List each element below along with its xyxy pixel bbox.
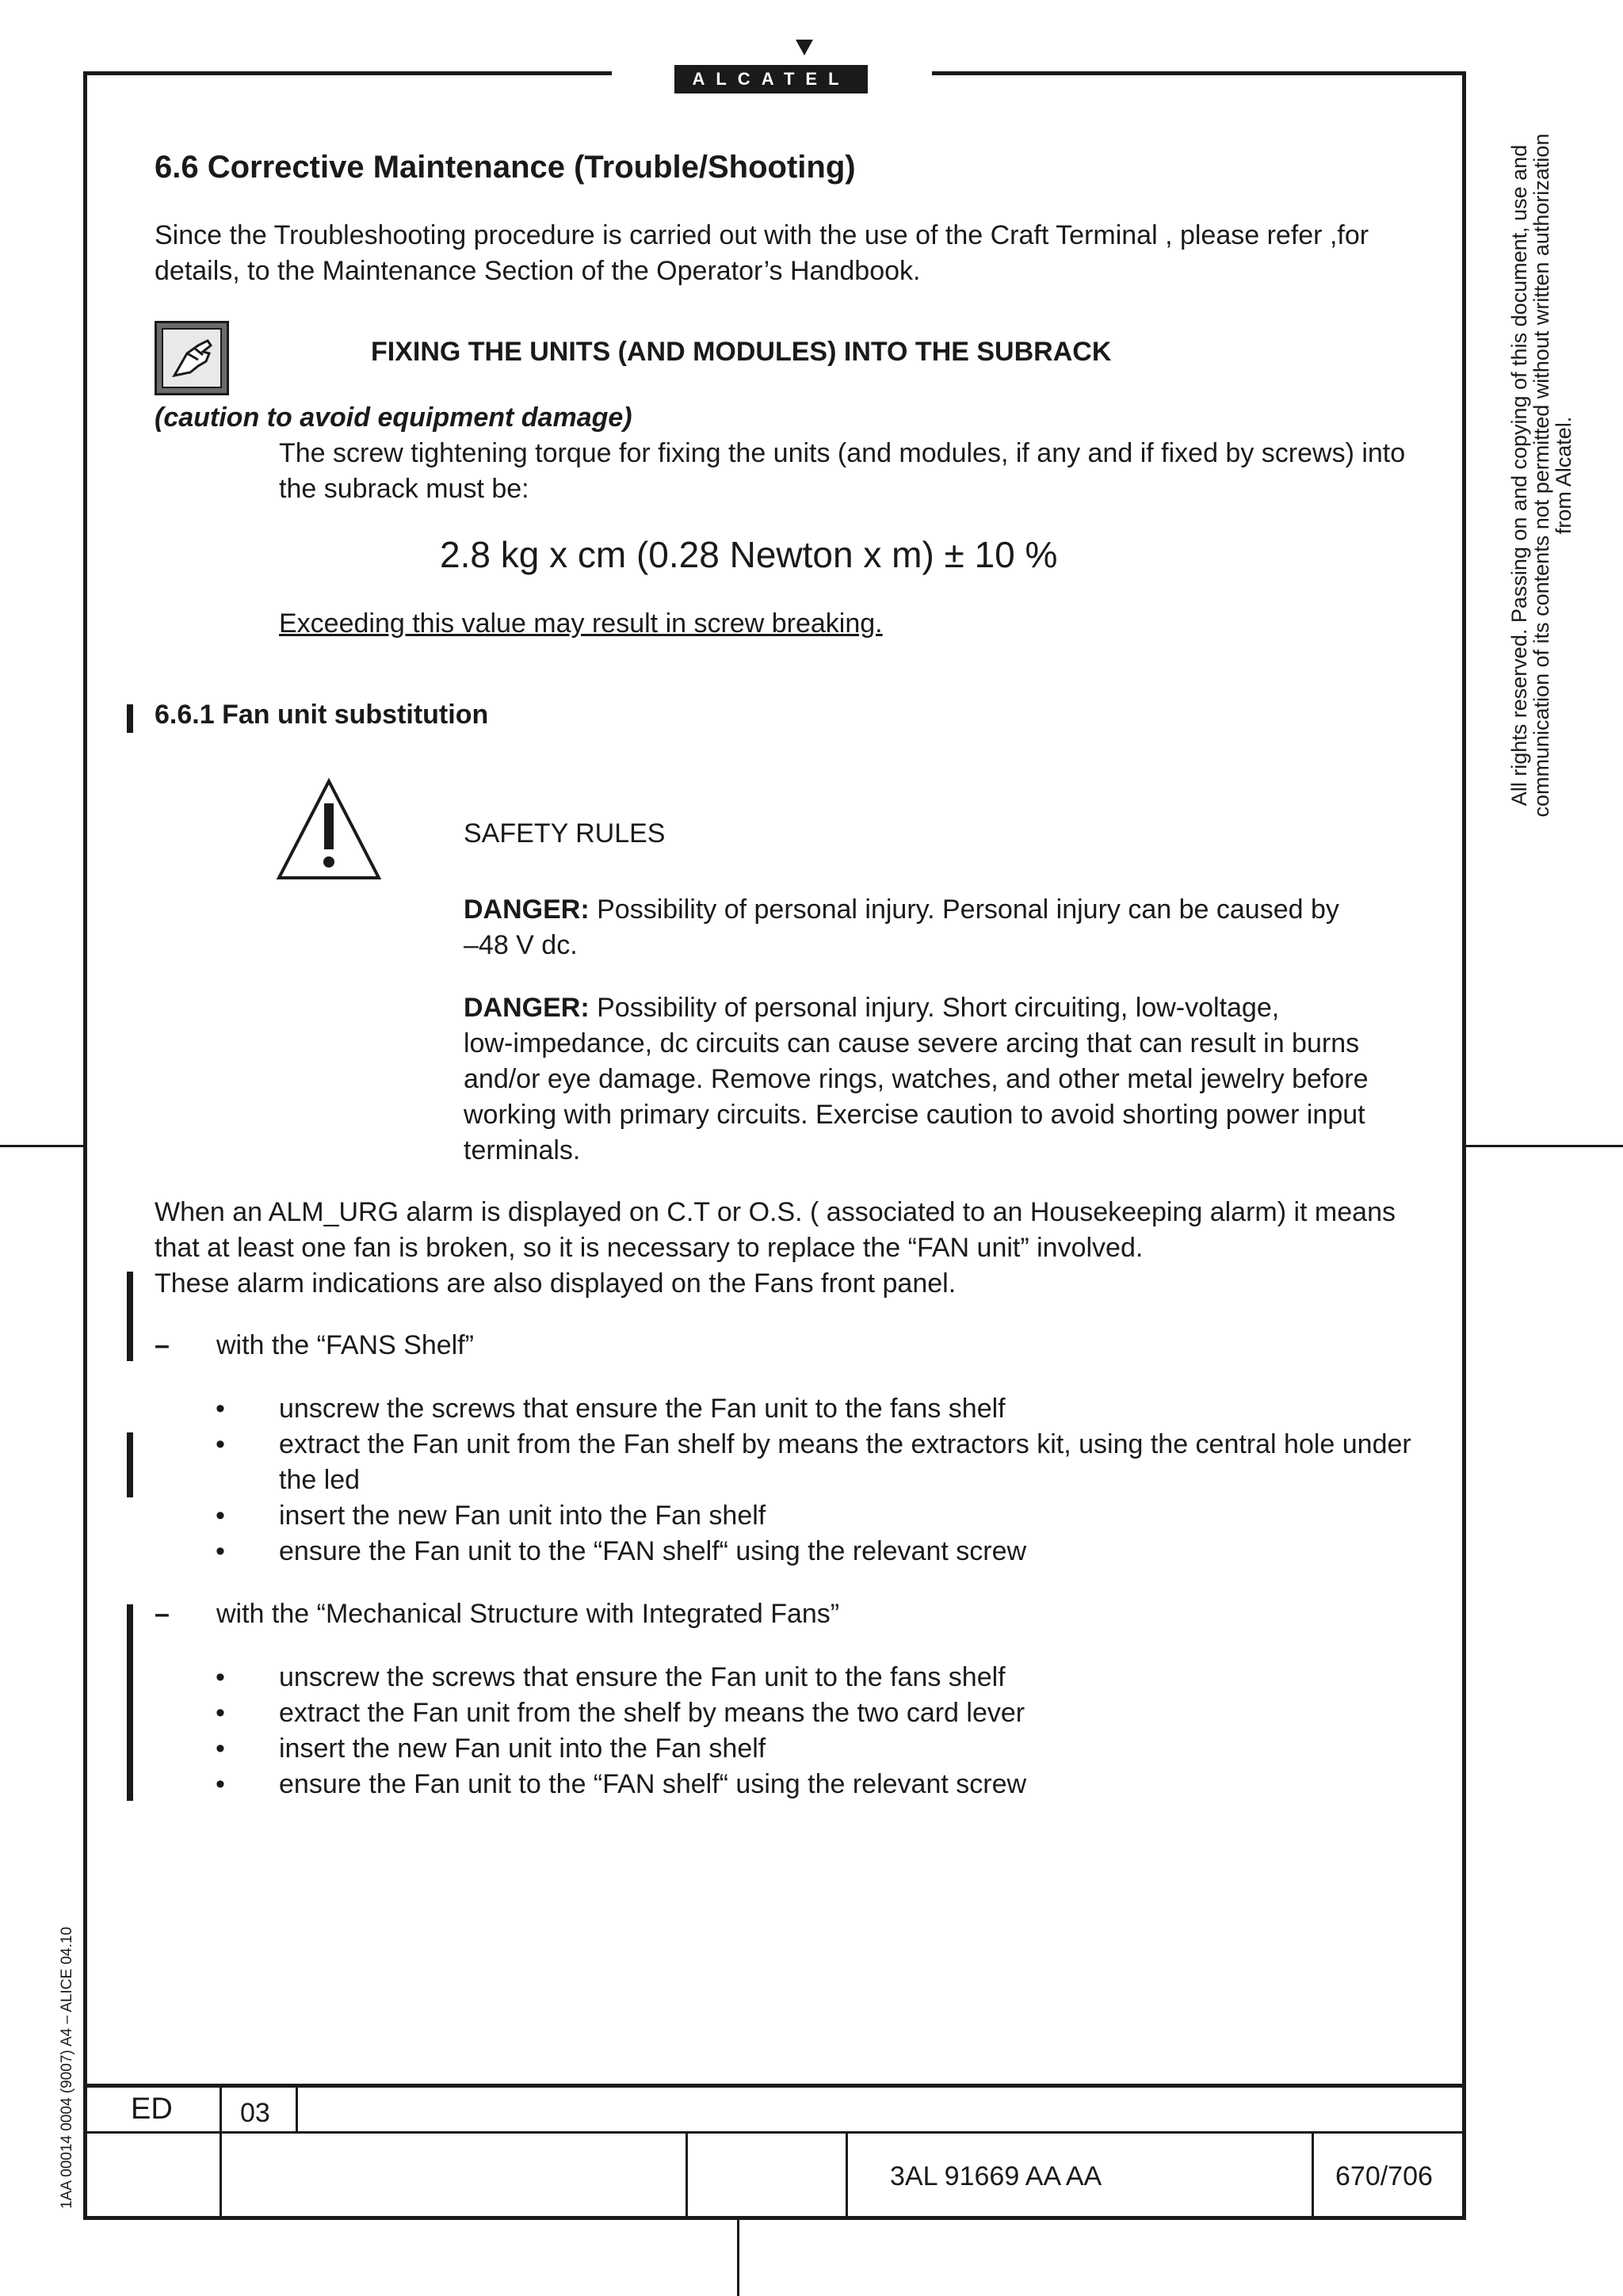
frame-top-right [932,71,1466,75]
margin-tick-right [1466,1145,1623,1147]
footer-rule-top [83,2084,1466,2088]
change-bar [127,704,133,733]
bullet: • [216,1429,225,1459]
footer-divider [1312,2131,1314,2218]
footer-doc-code: 3AL 91669 AA AA [890,2161,1102,2191]
footer-rule-middle [83,2131,1466,2134]
footer-ed-value: 03 [240,2098,270,2128]
footer-divider [220,2084,222,2218]
case-1-step-2: extract the Fan unit from the Fan shelf by means the extractors kit, using the central hole under [279,1429,1411,1459]
case-2-step-4: ensure the Fan unit to the “FAN shelf“ using the relevant screw [279,1769,1027,1799]
danger-label: DANGER: [464,993,590,1023]
danger-1-line-2: –48 V dc. [464,930,578,960]
danger-2-line-5: terminals. [464,1135,581,1165]
margin-tick-bottom [737,2220,739,2296]
frame-left [83,71,87,2220]
change-bar [127,1272,133,1361]
footer-divider [846,2131,848,2218]
danger-2-text: Possibility of personal injury. Short circuiting, low-voltage, [589,993,1280,1023]
danger-label: DANGER: [464,894,590,925]
caution-text-1: The screw tightening torque for fixing the units (and modules, if any and if fixed by screws) into [279,438,1406,468]
case-1-step-1: unscrew the screws that ensure the Fan unit to the fans shelf [279,1394,1006,1424]
bullet: • [216,1698,225,1728]
case-2-step-3: insert the new Fan unit into the Fan shelf [279,1733,766,1764]
case-1-dash: – [155,1330,170,1360]
caution-heading: FIXING THE UNITS (AND MODULES) INTO THE SUBRACK [371,337,1112,367]
bullet: • [216,1394,225,1424]
rights-notice [1506,127,1577,824]
danger-2-line-3: and/or eye damage. Remove rings, watches, and other metal jewelry before [464,1064,1369,1094]
danger-2-line-1 [464,990,1279,1026]
footer-page-number: 670/706 [1335,2161,1433,2191]
bullet: • [216,1733,225,1764]
caution-text-2: the subrack must be: [279,474,529,504]
margin-tick-left [0,1145,83,1147]
danger-2-line-4: working with primary circuits. Exercise caution to avoid shorting power input [464,1100,1365,1130]
alcatel-logo: ALCATEL [674,65,868,93]
change-bar [127,1432,133,1497]
change-bar [127,1604,133,1801]
alarm-line-3: These alarm indications are also displayed on the Fans front panel. [155,1268,957,1299]
hand-caution-icon [155,321,229,395]
case-2-title: with the “Mechanical Structure with Integrated Fans” [216,1599,840,1629]
footer-ed-label: ED [131,2092,173,2126]
case-2-step-1: unscrew the screws that ensure the Fan unit to the fans shelf [279,1662,1006,1692]
warning-triangle-icon [276,776,382,883]
torque-value: 2.8 kg x cm (0.28 Newton x m) ± 10 % [440,534,1058,575]
alarm-line-2: that at least one fan is broken, so it is necessary to replace the “FAN unit” involved. [155,1233,1144,1263]
danger-1-text: Possibility of personal injury. Personal injury can be caused by [589,894,1339,925]
rights-notice-text: All rights reserved. Passing on and copying of this document, use and communication of its contents not permitted without written authorization from Alcatel. [1507,133,1575,818]
form-code-text: 1AA 00014 0004 (9007) A4 – ALICE 04.10 [59,1927,75,2210]
logo-triangle-icon [796,40,813,55]
footer-divider [296,2085,298,2133]
intro-line-1: Since the Troubleshooting procedure is carried out with the use of the Craft Terminal , please refer ,for [155,220,1369,250]
case-1-step-4: ensure the Fan unit to the “FAN shelf“ using the relevant screw [279,1536,1027,1566]
case-2-dash: – [155,1599,170,1629]
form-code [55,1917,79,2218]
bullet: • [216,1662,225,1692]
caution-note: Exceeding this value may result in screw breaking. [279,608,883,639]
bullet: • [216,1769,225,1799]
danger-1-line-1 [464,892,1339,928]
section-title: 6.6 Corrective Maintenance (Trouble/Shooting) [155,150,856,185]
safety-title: SAFETY RULES [464,818,666,849]
bullet: • [216,1501,225,1531]
case-1-step-3: insert the new Fan unit into the Fan shelf [279,1501,766,1531]
bullet: • [216,1536,225,1566]
frame-bottom [83,2216,1466,2220]
caution-label: (caution to avoid equipment damage) [155,402,632,433]
case-1-title: with the “FANS Shelf” [216,1330,475,1360]
danger-2-line-2: low-impedance, dc circuits can cause severe arcing that can result in burns [464,1028,1360,1058]
footer-divider [685,2131,688,2218]
subsection-title: 6.6.1 Fan unit substitution [155,700,489,730]
case-2-step-2: extract the Fan unit from the shelf by means the two card lever [279,1698,1025,1728]
alarm-line-1: When an ALM_URG alarm is displayed on C.T or O.S. ( associated to an Housekeeping alarm) it means [155,1197,1396,1227]
case-1-step-2-cont: the led [279,1465,361,1495]
frame-top-left [83,71,612,75]
intro-line-2: details, to the Maintenance Section of the Operator’s Handbook. [155,256,921,286]
